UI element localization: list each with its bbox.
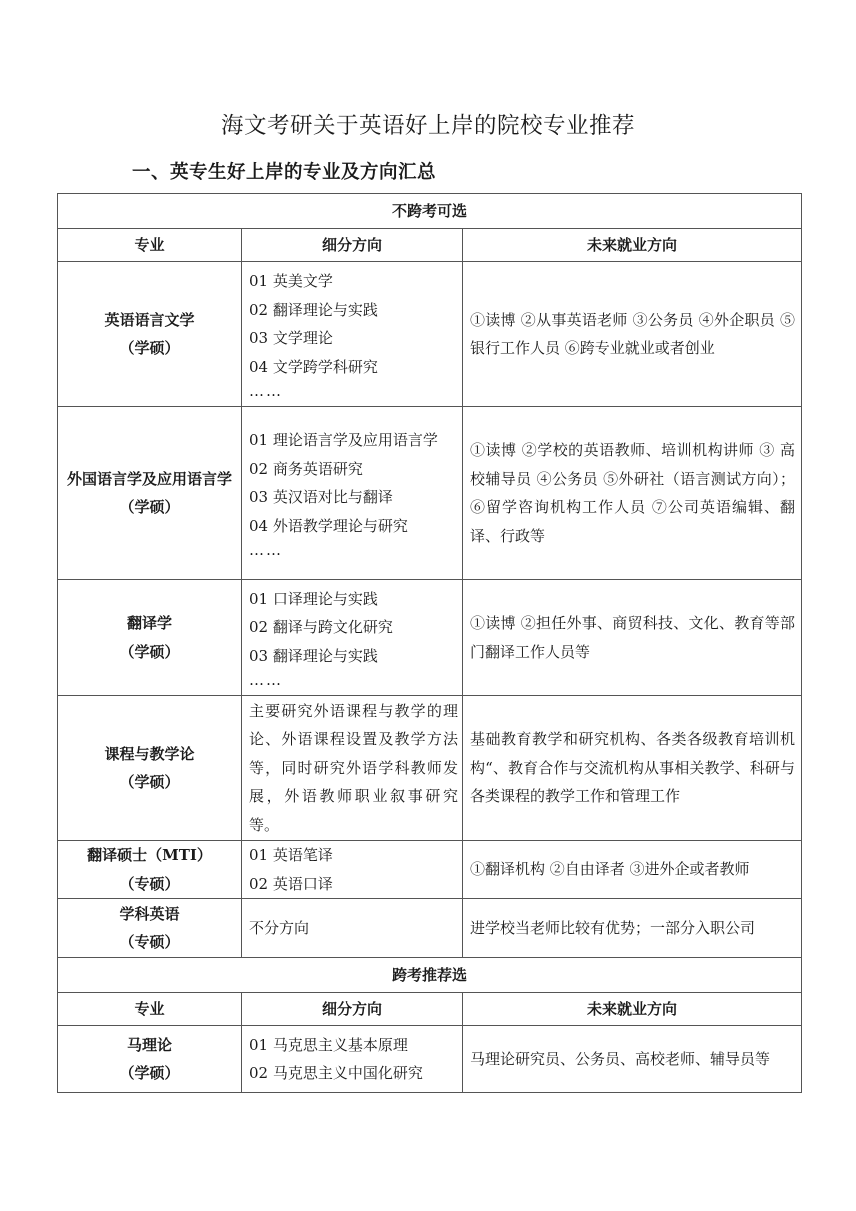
jobs-cell: ①读博 ②学校的英语教师、培训机构讲师 ③ 高校辅导员 ④公务员 ⑤外研社（语言测试方向）；⑥留学咨询机构工作人员 ⑦公司英语编辑、翻译、行政等	[463, 407, 802, 580]
direction-item: 03 英汉语对比与翻译	[249, 488, 393, 506]
direction-item: 02 翻译理论与实践	[249, 300, 378, 319]
table-row	[58, 580, 802, 696]
directions-cell	[242, 1026, 463, 1093]
majors-table	[57, 193, 802, 1093]
major-name: 翻译硕士（MTI）	[87, 846, 212, 864]
direction-item: 01 口译理论与实践	[249, 589, 378, 608]
table-row	[58, 262, 802, 407]
degree-type: （专硕）	[119, 874, 180, 893]
direction-item: 04 文学跨学科研究	[249, 357, 378, 376]
header-major: 专业	[58, 229, 242, 262]
direction-item: 02 马克思主义中国化研究	[249, 1064, 423, 1082]
major-name: 马理论	[126, 1035, 172, 1054]
header-directions: 细分方向	[242, 229, 463, 262]
major-cell	[58, 899, 242, 958]
degree-type: （学硕）	[119, 773, 180, 791]
direction-item: 03 文学理论	[249, 329, 333, 347]
direction-item: 不分方向	[249, 918, 310, 937]
directions-cell	[242, 580, 463, 696]
degree-type: （学硕）	[119, 642, 180, 661]
major-name: 学科英语	[119, 904, 180, 923]
jobs-cell: 基础教育教学和研究机构、各类各级教育培训机构“、教育合作与交流机构从事相关教学、科研与各类课程的教学工作和管理工作	[463, 696, 802, 841]
major-name: 翻译学	[126, 614, 172, 632]
section-heading: 一、英专生好上岸的专业及方向汇总	[132, 162, 437, 183]
major-cell	[58, 1026, 242, 1093]
direction-item: 02 英语口译	[249, 874, 333, 893]
directions-cell	[242, 899, 463, 958]
section-row	[58, 958, 802, 993]
major-cell	[58, 407, 242, 580]
header-jobs: 未来就业方向	[463, 993, 802, 1026]
major-cell	[58, 580, 242, 696]
table-row	[58, 841, 802, 899]
table-row	[58, 407, 802, 580]
header-major: 专业	[58, 993, 242, 1026]
direction-item: 04 外语教学理论与研究	[249, 516, 408, 535]
direction-item: 02 商务英语研究	[249, 459, 363, 478]
direction-item: 01 英美文学	[249, 272, 333, 290]
document-title: 海文考研关于英语好上岸的院校专业推荐	[220, 113, 635, 139]
major-name: 英语语言文学	[104, 310, 195, 329]
section-label-cross: 跨考推荐选	[58, 958, 802, 993]
directions-cell: 主要研究外语课程与教学的理论、外语课程设置及教学方法等，同时研究外语学科教师发展，外语教师职业叙事研究等。	[242, 696, 463, 841]
major-cell	[58, 262, 242, 407]
ellipsis: ……	[249, 671, 283, 690]
directions-cell	[242, 262, 463, 407]
major-cell	[58, 841, 242, 899]
jobs-cell: ①读博 ②从事英语老师 ③公务员 ④外企职员 ⑤银行工作人员 ⑥跨专业就业或者创业	[463, 262, 802, 407]
jobs-cell: 马理论研究员、公务员、高校老师、辅导员等	[463, 1026, 802, 1093]
jobs-cell: 进学校当老师比较有优势；一部分入职公司	[463, 899, 802, 958]
ellipsis: ……	[249, 382, 283, 400]
header-row	[58, 993, 802, 1026]
direction-item: 01 英语笔译	[249, 846, 333, 864]
degree-type: （学硕）	[119, 1064, 180, 1082]
jobs-cell: ①翻译机构 ②自由译者 ③进外企或者教师	[463, 841, 802, 899]
direction-item: 01 马克思主义基本原理	[249, 1035, 408, 1054]
major-cell	[58, 696, 242, 841]
degree-type: （专硕）	[119, 933, 180, 951]
direction-item: 01 理论语言学及应用语言学	[249, 431, 438, 449]
degree-type: （学硕）	[119, 498, 180, 516]
header-row	[58, 229, 802, 262]
section-row	[58, 194, 802, 229]
section-label-no-cross: 不跨考可选	[58, 194, 802, 229]
jobs-cell: ①读博 ②担任外事、商贸科技、文化、教育等部门翻译工作人员等	[463, 580, 802, 696]
directions-cell	[242, 407, 463, 580]
table-row	[58, 899, 802, 958]
table-row	[58, 696, 802, 841]
header-jobs: 未来就业方向	[463, 229, 802, 262]
ellipsis: ……	[249, 541, 283, 559]
major-name: 外国语言学及应用语言学	[66, 469, 232, 488]
header-directions: 细分方向	[242, 993, 463, 1026]
directions-cell	[242, 841, 463, 899]
table-row	[58, 1026, 802, 1093]
degree-type: （学硕）	[119, 339, 180, 357]
direction-item: 02 翻译与跨文化研究	[249, 618, 393, 637]
direction-item: 03 翻译理论与实践	[249, 646, 378, 665]
major-name: 课程与教学论	[104, 744, 195, 763]
